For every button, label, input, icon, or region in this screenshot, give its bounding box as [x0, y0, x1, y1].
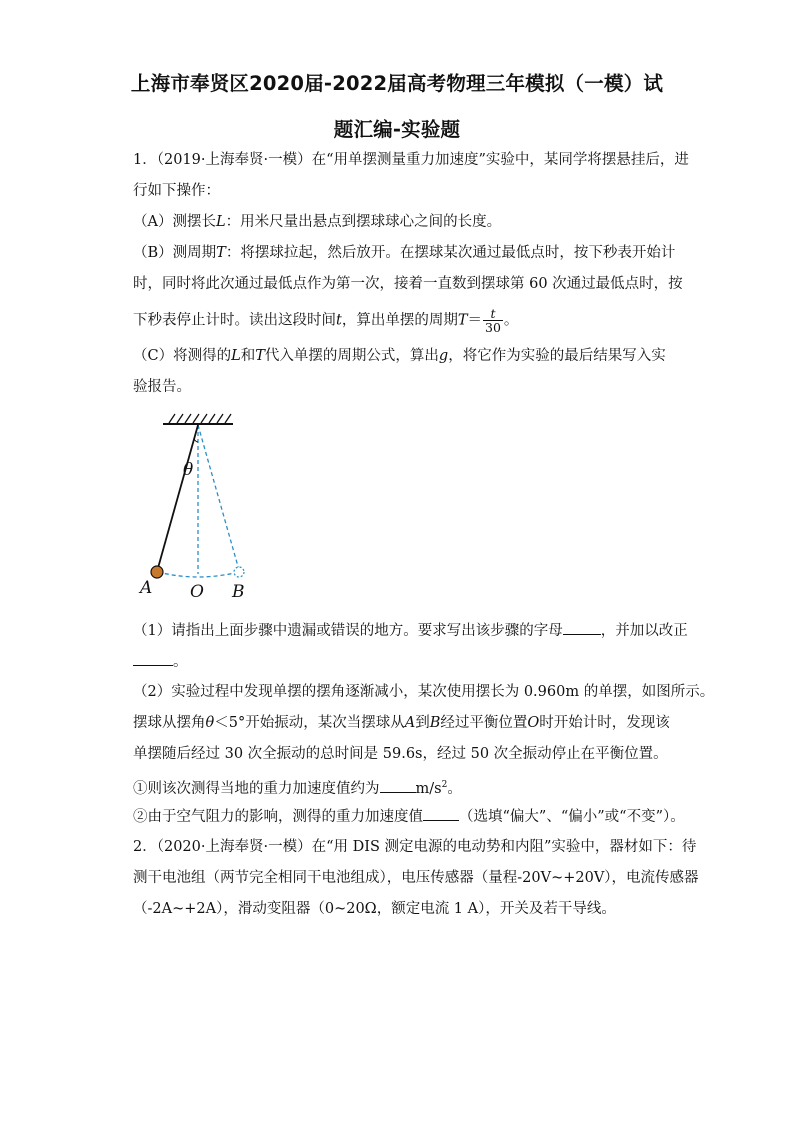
- fraction-numerator: t: [483, 307, 503, 321]
- part2-l2-c: 到: [415, 715, 430, 731]
- var-t: t: [336, 312, 342, 329]
- q1-step-b-line1: [133, 243, 676, 263]
- part1-text-b: ，并加以改正: [600, 623, 688, 639]
- pendulum-bob: [151, 566, 163, 578]
- step-a-post: ：用米尺量出悬点到摆球球心之间的长度。: [225, 214, 502, 230]
- answer-blank-step-letter[interactable]: [563, 620, 601, 635]
- step-c-pre: （C）将测得的: [133, 348, 232, 364]
- equals-sign: ＝: [467, 312, 482, 329]
- part2-l2-b: ＜5°开始振动，某次当摆球从: [214, 715, 405, 731]
- q1-part2-line1: （2）实验过程中发现单摆的摆角逐渐减小，某次使用摆长为 0.960m 的单摆，如图所示。: [133, 684, 715, 700]
- q1-step-c-line1: [133, 346, 673, 366]
- q1-step-b-line3: [133, 307, 673, 334]
- var-T3: T: [255, 348, 265, 364]
- var-A: A: [404, 715, 416, 731]
- pendulum-figure: [133, 412, 243, 600]
- part1-text-c: 。: [173, 654, 188, 670]
- step-c-mid: 代入单摆的周期公式，算出: [264, 348, 439, 364]
- var-B: B: [429, 715, 441, 731]
- q1-step-c-line2: 验报告。: [133, 379, 191, 395]
- sub2-text-b: （选填“偏大”、“偏小”或“不变”）。: [459, 809, 685, 825]
- ceiling-support: [163, 414, 233, 424]
- answer-blank-g-compare[interactable]: [423, 806, 459, 821]
- part2-l2-a: 摆球从摆角: [133, 715, 206, 731]
- part2-l2-d: 经过平衡位置: [440, 715, 528, 731]
- q1-line1: 1．（2019·上海奉贤·一模）在“用单摆测量重力加速度”实验中，某同学将摆悬挂后，进: [133, 152, 689, 168]
- q2-line3: （-2A~+2A），滑动变阻器（0~20Ω，额定电流 1 A），开关及若干导线。: [133, 901, 616, 917]
- label-theta: θ: [183, 460, 194, 480]
- q1-part2-sub2: [133, 806, 685, 827]
- q1-line2: 行如下操作：: [133, 183, 220, 199]
- page-title-line2: 题汇编-实验题: [333, 118, 461, 141]
- q1-part2-sub1: [133, 775, 673, 799]
- pendulum-string: [158, 425, 198, 568]
- part2-l2-e: 时开始计时，发现该: [539, 715, 670, 731]
- q1-part2-line2: [133, 713, 673, 733]
- page-title-line1: 上海市奉贤区2020届-2022届高考物理三年模拟（一模）试: [130, 72, 664, 95]
- label-o: O: [190, 582, 204, 602]
- step-b-pre: （B）测周期: [133, 245, 217, 261]
- q1-part2-line3: 单摆随后经过 30 次全振动的总时间是 59.6s，经过 50 次全振动停止在平衡位置。: [133, 746, 668, 762]
- sub1-unit-exponent: 2: [441, 780, 448, 790]
- var-T: T: [216, 245, 226, 261]
- var-g: g: [438, 348, 449, 364]
- var-L2: L: [231, 348, 241, 364]
- fraction-denominator: 30: [485, 320, 501, 335]
- sub2-text-a: ②由于空气阻力的影响，测得的重力加速度值: [133, 809, 423, 825]
- q1-part1-line2: [133, 651, 673, 672]
- step-c-post: ，将它作为实验的最后结果写入实: [448, 348, 666, 364]
- answer-blank-g-value[interactable]: [380, 778, 416, 793]
- var-O: O: [527, 715, 540, 731]
- part1-text-a: （1）请指出上面步骤中遗漏或错误的地方。要求写出该步骤的字母: [133, 623, 563, 639]
- var-T2: T: [457, 312, 468, 329]
- position-b-circle: [234, 567, 244, 577]
- sub1-end: 。: [447, 780, 462, 797]
- step-b3-end: 。: [503, 312, 519, 329]
- string-to-b-dashed: [198, 425, 239, 570]
- step-c-and: 和: [240, 348, 256, 364]
- q2-line2: 测干电池组（两节完全相同干电池组成），电压传感器（量程-20V~+20V），电流传感器: [133, 870, 699, 886]
- step-a-pre: （A）测摆长: [133, 214, 216, 230]
- q1-part1-line1: [133, 620, 688, 641]
- sub1-unit: m/s: [415, 780, 442, 797]
- step-b3-pre: 下秒表停止计时。读出这段时间: [133, 312, 336, 329]
- step-b-post: ：将摆球拉起，然后放开。在摆球某次通过最低点时，按下秒表开始计: [225, 245, 676, 261]
- label-a: A: [140, 578, 153, 598]
- q2-line1: 2．（2020·上海奉贤·一模）在“用 DIS 测定电源的电动势和内阻”实验中，器材如下：待: [133, 839, 697, 855]
- sub1-text: ①则该次测得当地的重力加速度值约为: [133, 780, 380, 797]
- var-L: L: [215, 214, 226, 230]
- q1-step-b-line2: 时，同时将此次通过最低点作为第一次，接着一直数到摆球第 60 次通过最低点时，按: [133, 276, 683, 292]
- period-fraction: [483, 307, 503, 334]
- q1-step-a: [133, 212, 673, 232]
- label-b: B: [232, 582, 245, 602]
- answer-blank-correction[interactable]: [133, 651, 173, 666]
- var-theta: θ: [205, 715, 215, 731]
- step-b3-mid: ，算出单摆的周期: [341, 312, 458, 329]
